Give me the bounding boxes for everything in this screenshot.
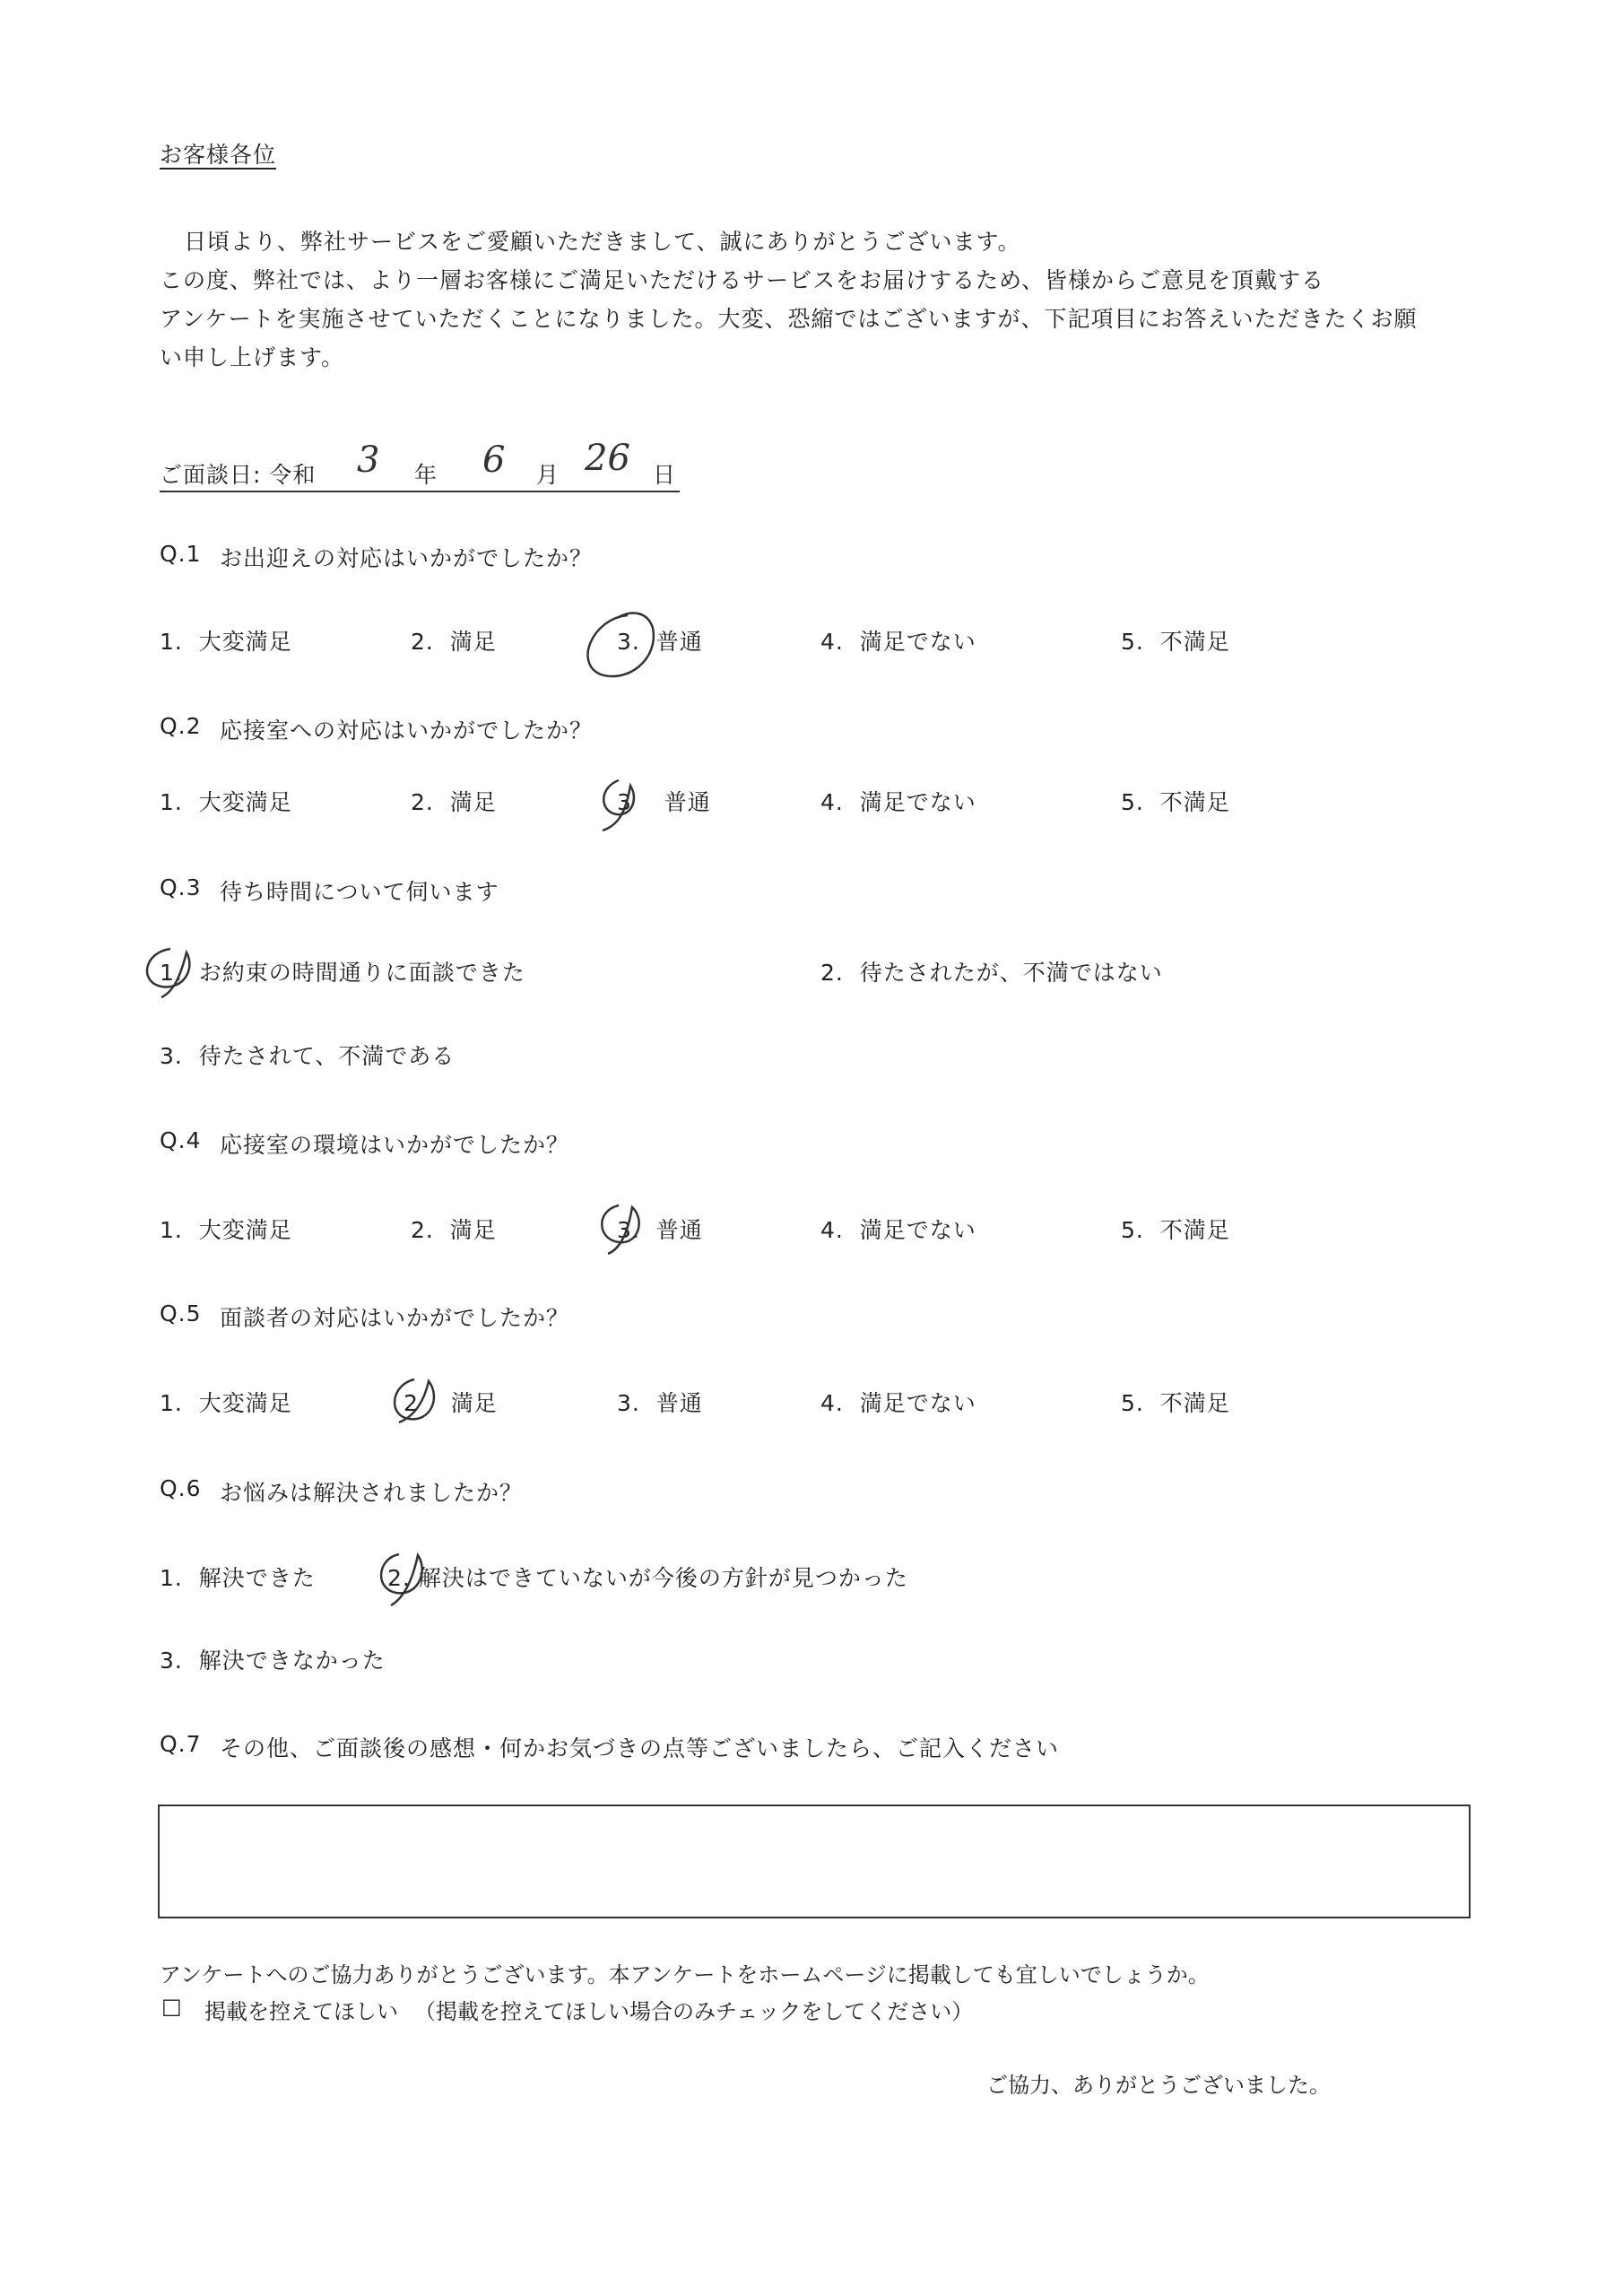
question-3-label: Q.3 — [160, 874, 202, 900]
option-number: 4. — [820, 629, 844, 655]
q2-option-5[interactable] — [1121, 785, 1230, 817]
question-6-text: お悩みは解決されましたか？ — [220, 1480, 524, 1506]
option-number: 4. — [820, 789, 844, 815]
q1-option-2[interactable] — [411, 624, 497, 657]
option-number: 4. — [820, 1217, 844, 1243]
option-text: 大変満足 — [198, 1217, 292, 1243]
q6-option-2[interactable] — [387, 1561, 908, 1593]
q4-option-3[interactable] — [617, 1213, 703, 1245]
q5-option-4[interactable] — [820, 1386, 976, 1418]
q4-option-1[interactable] — [160, 1213, 292, 1245]
intro-line-4: い申し上げます。 — [160, 344, 345, 370]
option-text: 普通 — [655, 1390, 703, 1416]
q2-option-3[interactable] — [617, 785, 711, 817]
question-3-text: 待ち時間について伺います — [220, 879, 499, 905]
option-text: 不満足 — [1159, 1390, 1230, 1416]
q4-option-5[interactable] — [1121, 1213, 1230, 1245]
option-text: 普通 — [655, 1217, 703, 1243]
meeting-date-month: 6 — [482, 439, 506, 481]
option-text: 満足 — [449, 1217, 497, 1243]
option-number: 2. — [411, 1217, 434, 1243]
comment-box[interactable] — [158, 1805, 1471, 1918]
q5-option-1[interactable] — [160, 1386, 292, 1418]
option-text: 満足でない — [859, 1390, 976, 1416]
q2-option-1[interactable] — [160, 785, 292, 817]
option-number: 2. — [387, 1565, 411, 1591]
q3-option-1[interactable] — [160, 955, 525, 987]
q1-option-1[interactable] — [160, 624, 292, 657]
question-5-text: 面談者の対応はいかがでしたか？ — [220, 1305, 570, 1331]
q4-option-2[interactable] — [411, 1213, 497, 1245]
meeting-date-month-unit: 月 — [536, 462, 560, 488]
comment-text — [160, 1806, 1469, 1828]
q5-option-5[interactable] — [1121, 1386, 1230, 1418]
option-number: 1. — [160, 1217, 183, 1243]
intro-line-1: 日頃より、弊社サービスをご愛顧いただきまして、誠にありがとうございます。 — [184, 229, 1021, 255]
q6-option-3[interactable] — [160, 1643, 386, 1675]
option-number: 3. — [617, 629, 640, 655]
meeting-date-underline — [160, 491, 680, 492]
intro-line-2: この度、弊社では、より一層お客様にご満足いただけるサービスをお届けするため、皆様からご意見を頂戴する — [160, 267, 1325, 293]
option-number: 4. — [820, 1390, 844, 1416]
option-number: 1. — [160, 789, 183, 815]
q1-option-4[interactable] — [820, 624, 976, 657]
option-number: 1. — [160, 1565, 183, 1591]
option-number: 3. — [160, 1043, 183, 1069]
q1-option-5[interactable] — [1121, 624, 1230, 657]
option-number: 1. — [160, 629, 183, 655]
option-number: 5. — [1121, 1217, 1144, 1243]
option-number: 1. — [160, 1390, 183, 1416]
option-number: 3 — [617, 789, 632, 815]
option-text: 満足 — [449, 789, 497, 815]
salutation: お客様各位 — [160, 142, 277, 168]
q2-option-2[interactable] — [411, 785, 497, 817]
meeting-date-label: ご面談日: 令和 — [160, 462, 317, 488]
option-text: 満足でない — [859, 629, 976, 655]
meeting-date-year: 3 — [357, 439, 380, 481]
option-text: 満足 — [449, 629, 497, 655]
publish-checkbox-label: 掲載を控えてほしい — [204, 1999, 398, 2024]
meeting-date-day-unit: 日 — [653, 462, 677, 488]
question-2-text: 応接室への対応はいかがでしたか？ — [220, 718, 594, 744]
option-text: 普通 — [664, 789, 711, 815]
question-1-label: Q.1 — [160, 541, 202, 567]
meeting-date-day: 26 — [585, 438, 630, 479]
question-2-label: Q.2 — [160, 713, 202, 739]
option-text: 待たされて、不満である — [198, 1043, 456, 1069]
q2-option-4[interactable] — [820, 785, 976, 817]
option-text: 大変満足 — [198, 629, 292, 655]
question-4-label: Q.4 — [160, 1127, 202, 1153]
option-number: 3. — [160, 1648, 183, 1674]
option-number: 5. — [1121, 1390, 1144, 1416]
q6-option-1[interactable] — [160, 1561, 316, 1593]
intro-line-3: アンケートを実施させていただくことになりました。大変、恐縮ではございますが、下記項目にお答えいただきたくお願 — [160, 306, 1418, 332]
option-text: 満足 — [450, 1390, 498, 1416]
option-number: 3. — [617, 1390, 640, 1416]
meeting-date-year-unit: 年 — [414, 462, 438, 488]
option-text: 不満足 — [1159, 1217, 1230, 1243]
q5-option-3[interactable] — [617, 1386, 703, 1418]
publish-checkbox-note: （掲載を控えてほしい場合のみチェックをしてください） — [414, 1999, 974, 2024]
option-text: 普通 — [655, 629, 703, 655]
question-1-text: お出迎えの対応はいかがでしたか？ — [220, 545, 594, 571]
question-5-label: Q.5 — [160, 1300, 202, 1326]
question-6-label: Q.6 — [160, 1475, 202, 1501]
closing-thanks: ご協力、ありがとうございました。 — [986, 2073, 1331, 2098]
q3-option-2[interactable] — [820, 955, 1163, 987]
publish-question: アンケートへのご協力ありがとうございます。本アンケートをホームページに掲載しても宜しいでしょうか。 — [160, 1962, 1210, 1987]
option-number: 1. — [160, 960, 183, 986]
question-7-text: その他、ご面談後の感想・何かお気づきの点等ございましたら、ご記入ください — [220, 1735, 1060, 1761]
option-text: 解決できた — [198, 1565, 316, 1591]
q3-option-3[interactable] — [160, 1039, 455, 1071]
option-text: お約束の時間通りに面談できた — [198, 960, 525, 986]
option-text: 満足でない — [859, 1217, 976, 1243]
option-text: 大変満足 — [198, 1390, 292, 1416]
option-number: 2 — [404, 1390, 419, 1416]
option-text: 解決はできていないが今後の方針が見つかった — [418, 1565, 908, 1591]
question-4-text: 応接室の環境はいかがでしたか？ — [220, 1132, 570, 1158]
option-text: 待たされたが、不満ではない — [859, 960, 1163, 986]
option-number: 3. — [617, 1217, 640, 1243]
option-text: 不満足 — [1159, 629, 1230, 655]
option-text: 大変満足 — [198, 789, 292, 815]
option-text: 不満足 — [1159, 789, 1230, 815]
option-number: 5. — [1121, 789, 1144, 815]
question-7-label: Q.7 — [160, 1731, 202, 1757]
q5-option-2[interactable] — [404, 1386, 498, 1418]
option-number: 2. — [411, 789, 434, 815]
option-number: 2. — [411, 629, 434, 655]
q1-option-3[interactable] — [617, 624, 703, 657]
q4-option-4[interactable] — [820, 1213, 976, 1245]
publish-checkbox[interactable]: □ — [161, 1994, 182, 2019]
option-text: 満足でない — [859, 789, 976, 815]
option-text: 解決できなかった — [198, 1648, 386, 1674]
option-number: 2. — [820, 960, 844, 986]
option-number: 5. — [1121, 629, 1144, 655]
